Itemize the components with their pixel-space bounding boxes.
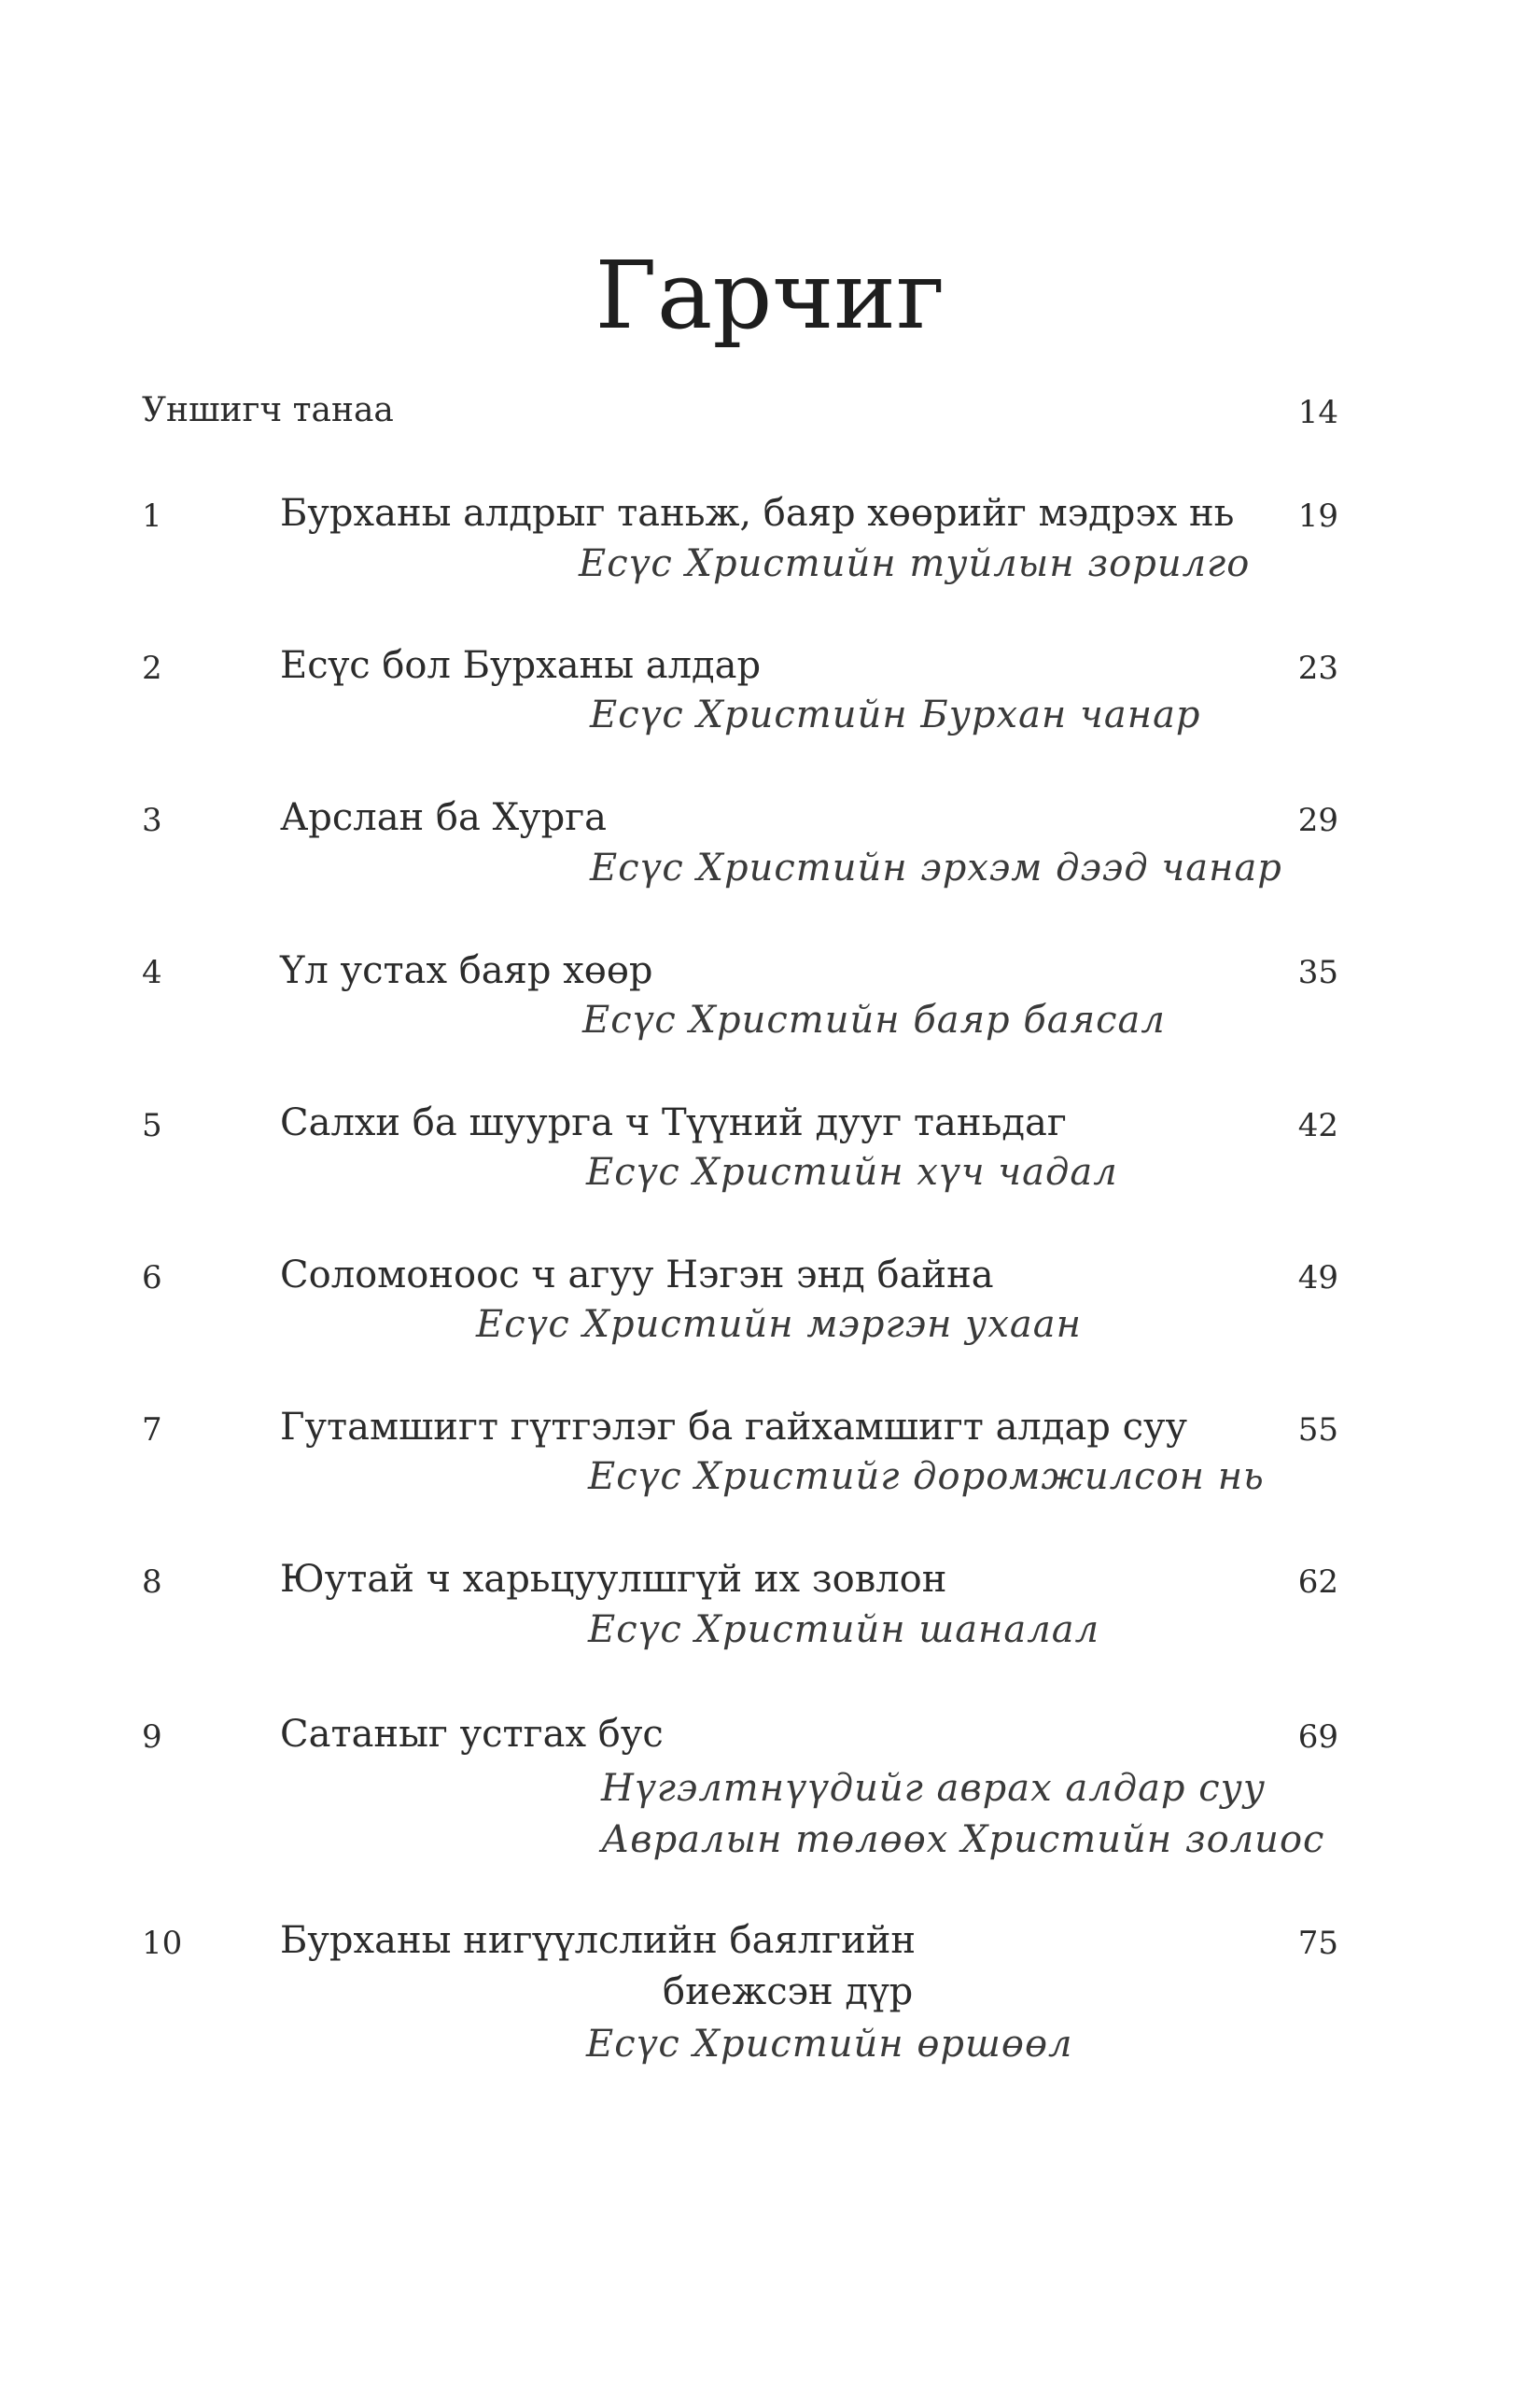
toc-intro-label: Уншигч танаа: [142, 391, 394, 429]
toc-entry-page: 23: [1297, 650, 1338, 687]
toc-entry-subtitle: Есүс Христийн эрхэм дээд чанар: [590, 847, 1282, 890]
toc-entry-subtitle: Есүс Христийг доромжилсон нь: [588, 1455, 1265, 1498]
toc-entry-title: Есүс бол Бурханы алдар: [280, 644, 762, 687]
toc-entry-title: Салхи ба шуурга ч Түүний дууг таньдаг: [280, 1101, 1067, 1144]
toc-entry-number: 2: [142, 650, 162, 687]
toc-entry-page: 62: [1297, 1563, 1338, 1601]
toc-entry-title: Үл устах баяр хөөр: [280, 949, 653, 992]
toc-entry-title: Юутай ч харьцуулшгүй их зовлон: [280, 1558, 947, 1601]
toc-entry-subtitle: Есүс Христийн өршөөл: [586, 2023, 1073, 2066]
toc-entry-number: 4: [142, 954, 162, 991]
toc-entry-number: 5: [142, 1107, 162, 1144]
toc-entry-title: Бурханы алдрыг таньж, баяр хөөрийг мэдрэх нь: [280, 492, 1235, 535]
toc-intro-page: 14: [1297, 394, 1338, 431]
toc-entry-page: 69: [1297, 1718, 1338, 1756]
toc-entry-subtitle: Есүс Христийн Бурхан чанар: [590, 694, 1201, 736]
toc-entry-number: 7: [142, 1411, 162, 1449]
toc-entry-number: 6: [142, 1259, 162, 1296]
toc-entry-page: 55: [1297, 1411, 1338, 1449]
toc-entry-subtitle: Есүс Христийн туйлын зорилго: [579, 542, 1251, 585]
toc-entry-title: Бурханы нигүүлслийн баялгийн: [280, 1919, 917, 1962]
toc-entry-title: Арслан ба Хурга: [280, 796, 607, 839]
toc-entry-number: 1: [142, 497, 162, 535]
toc-entry-page: 29: [1297, 802, 1338, 839]
page-title: Гарчиг: [595, 241, 945, 350]
toc-entry-page: 49: [1297, 1259, 1338, 1296]
toc-entry-title: Сатаныг устгах бус: [280, 1713, 664, 1756]
toc-entry-page: 75: [1297, 1925, 1338, 1962]
toc-entry-subtitle: Есүс Христийн баяр баясал: [582, 999, 1166, 1042]
toc-entry-subtitle: Есүс Христийн шаналал: [588, 1608, 1100, 1651]
toc-entry-number: 10: [142, 1925, 183, 1962]
toc-entry-number: 9: [142, 1718, 162, 1756]
toc-entry-page: 19: [1297, 497, 1338, 535]
toc-entry-title-continued: биежсэн дүр: [663, 1970, 914, 2013]
toc-entry-subtitle: Есүс Христийн хүч чадал: [586, 1151, 1118, 1194]
toc-entry-page: 35: [1297, 954, 1338, 991]
toc-entry-subtitle: Нүгэлтнүүдийг аврах алдар суу: [601, 1767, 1267, 1810]
toc-entry-number: 8: [142, 1563, 162, 1601]
toc-entry-subtitle: Авралын төлөөх Христийн золиос: [601, 1818, 1325, 1861]
toc-entry-title: Гутамшигт гүтгэлэг ба гайхамшигт алдар суу: [280, 1406, 1188, 1449]
toc-entry-number: 3: [142, 802, 162, 839]
toc-entry-page: 42: [1297, 1107, 1338, 1144]
toc-entry-subtitle: Есүс Христийн мэргэн ухаан: [476, 1303, 1082, 1346]
toc-entry-title: Соломоноос ч агуу Нэгэн энд байна: [280, 1254, 994, 1296]
